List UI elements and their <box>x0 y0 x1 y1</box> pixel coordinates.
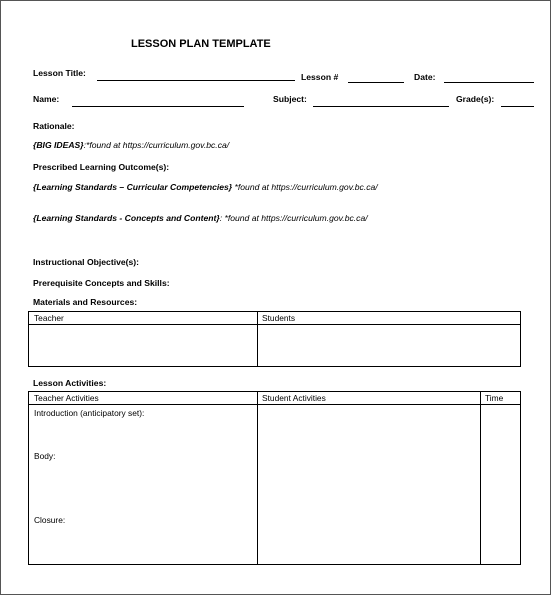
name-label: Name: <box>33 94 60 104</box>
materials-teacher-header: Teacher <box>34 313 64 323</box>
materials-heading: Materials and Resources: <box>33 297 138 307</box>
materials-table <box>28 311 521 367</box>
instructional-objectives-heading: Instructional Objective(s): <box>33 257 140 267</box>
body-label: Body: <box>34 451 56 461</box>
prescribed-outcomes-heading: Prescribed Learning Outcome(s): <box>33 162 170 172</box>
page-title: LESSON PLAN TEMPLATE <box>131 38 271 50</box>
date-label: Date: <box>414 72 436 82</box>
big-ideas-note: :*found at https://curriculum.gov.bc.ca/ <box>83 140 230 150</box>
grades-field[interactable] <box>501 106 534 107</box>
materials-students-cell[interactable] <box>258 325 520 366</box>
curricular-competencies-label: {Learning Standards – Curricular Competencies} <box>33 182 233 192</box>
activities-column-divider-2 <box>480 392 481 564</box>
lesson-title-label: Lesson Title: <box>33 68 86 78</box>
lesson-activities-heading: Lesson Activities: <box>33 378 107 388</box>
activities-column-divider-1 <box>257 392 258 564</box>
concepts-content-label: {Learning Standards - Concepts and Content} <box>33 213 220 223</box>
time-header: Time <box>485 393 504 403</box>
grades-label: Grade(s): <box>456 94 495 104</box>
subject-label: Subject: <box>273 94 307 104</box>
rationale-heading: Rationale: <box>33 121 75 131</box>
big-ideas-line <box>33 140 229 150</box>
prerequisite-heading: Prerequisite Concepts and Skills: <box>33 278 170 288</box>
materials-students-header: Students <box>262 313 296 323</box>
teacher-activities-header: Teacher Activities <box>34 393 99 403</box>
lesson-number-label: Lesson # <box>301 72 339 82</box>
student-activities-header: Student Activities <box>262 393 326 403</box>
activities-table <box>28 391 521 565</box>
date-field[interactable] <box>444 82 534 83</box>
introduction-label: Introduction (anticipatory set): <box>34 408 145 418</box>
concepts-content-note: : *found at https://curriculum.gov.bc.ca/ <box>219 213 368 223</box>
concepts-content-line <box>33 213 368 223</box>
materials-teacher-cell[interactable] <box>29 325 257 366</box>
name-field[interactable] <box>72 106 244 107</box>
subject-field[interactable] <box>313 106 449 107</box>
curricular-competencies-note: *found at https://curriculum.gov.bc.ca/ <box>232 182 378 192</box>
lesson-number-field[interactable] <box>348 82 404 83</box>
closure-label: Closure: <box>34 515 66 525</box>
activities-header-divider <box>29 404 520 405</box>
big-ideas-label: {BIG IDEAS} <box>33 140 84 150</box>
lesson-title-field[interactable] <box>97 80 295 81</box>
curricular-competencies-line <box>33 182 378 192</box>
